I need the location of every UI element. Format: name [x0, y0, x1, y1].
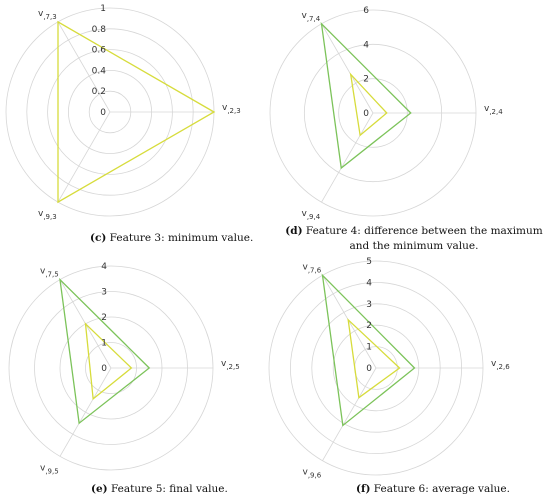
tick-label: 0.8 — [91, 24, 106, 35]
caption-c — [90, 231, 290, 246]
tick-label: 1 — [101, 338, 107, 349]
spoke — [58, 112, 110, 202]
caption-c-label: (c) — [90, 232, 107, 244]
caption-d-text: Feature 4: difference between the maximum and the minimum value. — [302, 225, 543, 252]
caption-f-label: (f) — [356, 483, 371, 495]
tick-label: 2 — [363, 74, 369, 85]
caption-e — [91, 482, 291, 497]
axis-label: $v_{,7,4}$ — [301, 10, 321, 23]
axis-label: $v_{,7,6}$ — [302, 262, 322, 275]
tick-label: 0 — [100, 108, 106, 118]
tick-label: 0.4 — [91, 66, 106, 77]
axis-label: $v_{,7,5}$ — [40, 266, 59, 279]
tick-label: 4 — [101, 262, 107, 272]
tick-label: 4 — [363, 40, 369, 51]
axis-label: $v_{,2,3}$ — [222, 103, 241, 115]
axis-label: $v_{,9,4}$ — [301, 209, 321, 222]
axis-label: $v_{,2,4}$ — [484, 104, 503, 116]
axis-label: $v_{,9,5}$ — [40, 463, 59, 476]
caption-d — [283, 224, 545, 254]
caption-f — [356, 482, 546, 497]
axis-label: $v_{,7,3}$ — [38, 8, 57, 21]
caption-d-label: (d) — [285, 225, 303, 237]
axis-label: $v_{,9,3}$ — [38, 209, 57, 222]
spoke — [60, 368, 111, 456]
spoke — [323, 368, 377, 461]
tick-label: 0.6 — [91, 45, 106, 56]
caption-c-text: Feature 3: minimum value. — [106, 232, 254, 244]
tick-label: 3 — [366, 299, 372, 310]
spoke — [322, 113, 374, 202]
axis-label: $v_{,9,6}$ — [302, 467, 322, 480]
radar-chart-d — [270, 6, 503, 221]
radar-chart-f — [269, 257, 510, 480]
tick-label: 0 — [101, 364, 107, 374]
tick-label: 1 — [366, 342, 372, 353]
tick-label: 2 — [366, 321, 372, 332]
tick-label: 0 — [366, 364, 372, 374]
tick-label: 4 — [366, 278, 372, 289]
tick-label: 0.2 — [91, 87, 106, 98]
tick-label: 0 — [363, 109, 369, 119]
tick-label: 2 — [101, 313, 107, 323]
tick-label: 3 — [101, 287, 107, 298]
axis-label: $v_{,2,6}$ — [491, 359, 510, 371]
tick-label: 5 — [366, 257, 372, 267]
radar-chart-e — [9, 262, 240, 475]
tick-label: 1 — [100, 4, 106, 14]
caption-e-text: Feature 5: final value. — [107, 483, 228, 495]
radar-chart-c — [6, 4, 241, 221]
caption-e-label: (e) — [91, 483, 108, 495]
tick-label: 6 — [363, 6, 369, 16]
axis-label: $v_{,2,5}$ — [221, 359, 240, 371]
caption-f-text: Feature 6: average value. — [370, 483, 510, 495]
